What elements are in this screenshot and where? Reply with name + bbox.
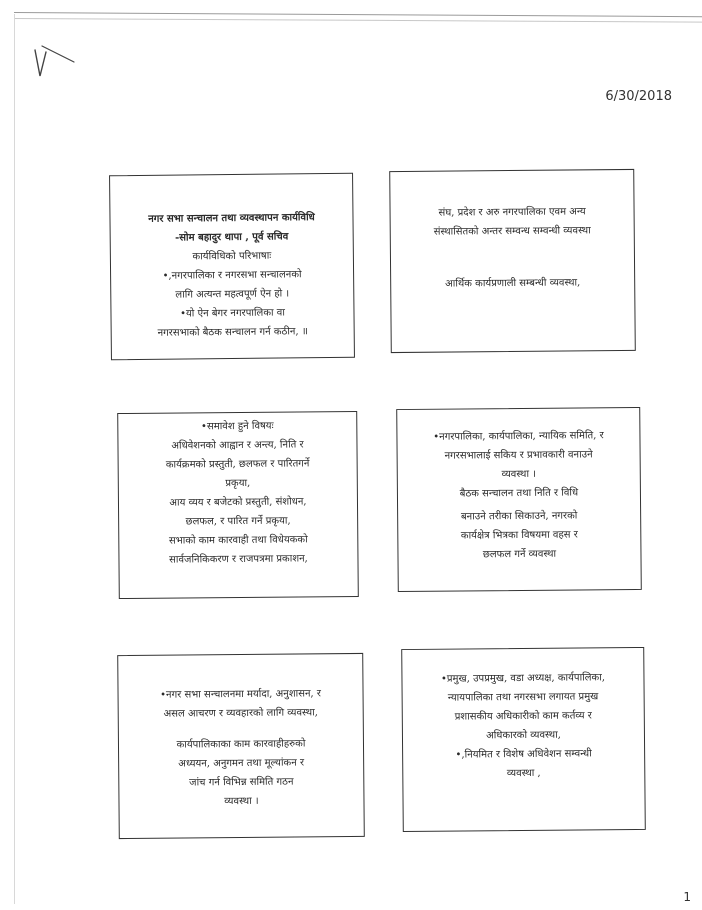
- slide-3-line-3: कार्यक्रमको प्रस्तुती, छलफल र पारितगर्ने: [165, 458, 310, 471]
- slide-1-bullet-1a: •,नगरपालिका र नगरसभा सन्चालनको: [162, 269, 302, 282]
- slide-1: [109, 173, 355, 361]
- slide-3: [117, 411, 359, 599]
- slide-4-line-2: नगरसभालाई सकिय र प्रभावकारी वनाउने: [444, 449, 593, 462]
- slide-5-line-1: •नगर सभा सन्चालनमा मर्यादा, अनुशासन, र: [160, 688, 322, 701]
- slide-6-line-4: अधिकारको व्यवस्था,: [485, 729, 561, 742]
- slide-6-line-1: •प्रमुख, उपप्रमुख, वडा अध्यक्ष, कार्यपालिका,: [440, 672, 606, 685]
- slide-2-line-2: संस्थासितको अन्तर सम्वन्ध सम्वन्धी व्यवस्था: [433, 225, 591, 238]
- page-top-edge: [14, 12, 702, 17]
- handwritten-check-mark: [32, 42, 82, 82]
- slide-2-line-3: आर्थिक कार्यप्रणाली सम्बन्धी व्यवस्था,: [445, 277, 581, 290]
- slide-6-line-6: व्यवस्था ,: [506, 767, 541, 780]
- slide-3-line-1: •समावेश हुने विषयः: [200, 420, 274, 433]
- slide-6-line-3: प्रशासकीय अधिकारीको काम कर्तव्य र: [454, 710, 592, 723]
- slide-5-line-4: अध्ययन, अनुगमन तथा मूल्यांकन र: [178, 757, 305, 770]
- slide-4-line-4: बैठक सन्चालन तथा निति र विधि: [459, 487, 579, 500]
- slide-1-title: नगर सभा सन्चालन तथा व्यवस्थापन कार्यविधि: [148, 212, 315, 225]
- page-number: 1: [683, 890, 691, 904]
- slide-3-line-6: छलफल, र पारित गर्ने प्रकृया,: [185, 515, 291, 528]
- slide-5: [117, 653, 365, 839]
- print-date: 6/30/2018: [605, 89, 672, 104]
- slide-2-line-1: संघ, प्रदेश र अरु नगरपालिका एवम अन्य: [438, 206, 586, 219]
- slide-4-line-1: •नगरपालिका, कार्यपालिका, न्यायिक समिति, र: [433, 430, 604, 443]
- slide-5-line-3: कार्यपालिकाका काम कारवाहीहरुको: [176, 738, 306, 751]
- slide-1-author: -सोम बहादुर थापा , पूर्व सचिव: [175, 231, 289, 244]
- slide-6-line-5: •,नियमित र विशेष अधिवेशन सम्वन्धी: [455, 748, 592, 761]
- page-top-edge-shadow: [14, 18, 702, 23]
- slide-5-line-6: व्यवस्था ।: [224, 795, 259, 808]
- slide-3-line-7: सभाको काम कारवाही तथा विधेयकको: [168, 534, 308, 547]
- slide-4-line-6: कार्यक्षेत्र भित्रका विषयमा वहस र: [460, 529, 578, 542]
- slide-1-heading: कार्यविधिको परिभाषाः: [192, 250, 272, 263]
- slide-4-line-3: व्यवस्था ।: [501, 468, 537, 481]
- slide-3-line-2: अधिवेशनको आह्वान र अन्त्य, निति र: [171, 439, 304, 452]
- slide-3-line-4: प्रकृया,: [225, 477, 251, 490]
- page-left-edge: [14, 14, 15, 904]
- slide-1-bullet-2b: नगरसभाको बैठक सन्चालन गर्न कठीन, ॥: [157, 326, 308, 339]
- slide-3-line-8: सार्वजनिकिकरण र राजपत्रमा प्रकाशन,: [169, 553, 308, 566]
- slide-2: [389, 169, 636, 353]
- slide-4-line-5: बनाउने तरीका सिकाउने, नगरको: [460, 510, 578, 523]
- slide-4: [396, 407, 642, 592]
- slide-4-line-7: छलफल गर्ने व्यवस्था: [482, 548, 557, 561]
- slide-6-line-2: न्यायपालिका तथा नगरसभा लगायत प्रमुख: [447, 691, 599, 704]
- slide-1-bullet-1b: लागि अत्यन्त महत्वपूर्ण ऐन हो ।: [175, 288, 290, 301]
- slide-1-bullet-2a: •यो ऐन बेगर नगरपालिका वा: [180, 307, 285, 320]
- slide-6: [401, 647, 646, 832]
- slide-5-line-2: असल आचरण र व्यवहारको लागि व्यवस्था,: [163, 707, 318, 720]
- slide-5-line-5: जांच गर्न विभिन्न समिति गठन: [189, 776, 294, 789]
- slide-3-line-5: आय व्यय र बजेटको प्रस्तुती, संशोधन,: [169, 496, 307, 509]
